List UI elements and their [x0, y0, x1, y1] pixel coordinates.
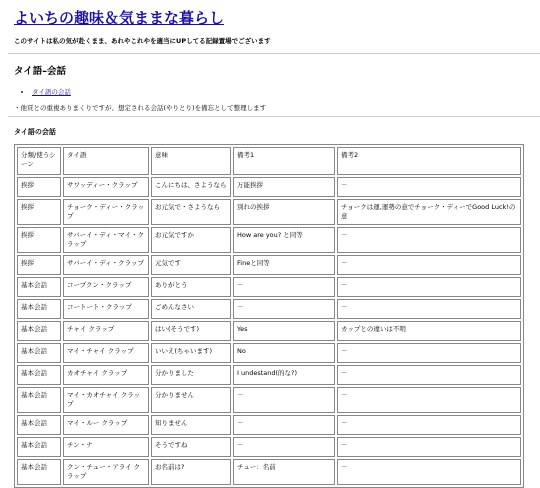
cell-thai: コープクン・クラップ: [63, 277, 149, 297]
column-header-thai: タイ語: [63, 147, 149, 175]
cell-thai: カオチャイ クラップ: [63, 365, 149, 385]
cell-note2: －: [337, 387, 521, 413]
table-row: [17, 199, 521, 225]
cell-note2: －: [337, 277, 521, 297]
cell-meaning: 分かりません: [151, 387, 231, 413]
cell-meaning: お元気ですか: [151, 227, 231, 253]
cell-thai: マイ・ルー クラップ: [63, 415, 149, 435]
cell-note2: －: [337, 415, 521, 435]
section-title: タイ語の会話: [14, 128, 56, 136]
cell-category: 基本会話: [17, 365, 61, 385]
column-header-meaning: 意味: [151, 147, 231, 175]
cell-category: 挨拶: [17, 199, 61, 225]
table-row: [17, 459, 521, 485]
table-row: [17, 299, 521, 319]
site-title-link[interactable]: よいちの趣味＆気ままな暮らし: [14, 9, 225, 27]
cell-note1: －: [233, 387, 335, 413]
cell-note1: －: [233, 415, 335, 435]
page-title: タイ語–会話: [14, 66, 67, 77]
cell-meaning: ごめんなさい: [151, 299, 231, 319]
cell-note1: －: [233, 299, 335, 319]
cell-thai: チン・ナ: [63, 437, 149, 457]
table-row: [17, 227, 521, 253]
cell-category: 基本会話: [17, 277, 61, 297]
conversation-table: [14, 144, 524, 488]
cell-category: 挨拶: [17, 177, 61, 197]
cell-category: 基本会話: [17, 437, 61, 457]
cell-note2: －: [337, 343, 521, 363]
cell-thai: コートート・クラップ: [63, 299, 149, 319]
cell-note1: チュー：名前: [233, 459, 335, 485]
cell-note1: Fineと同等: [233, 255, 335, 275]
cell-meaning: お名前は?: [151, 459, 231, 485]
cell-note1: How are you? と同等: [233, 227, 335, 253]
cell-meaning: こんにちは、さようなら: [151, 177, 231, 197]
table-row: [17, 437, 521, 457]
cell-category: 基本会話: [17, 299, 61, 319]
cell-note2: カップとの違いは不明: [337, 321, 521, 341]
cell-category: 挨拶: [17, 255, 61, 275]
cell-thai: チャイ クラップ: [63, 321, 149, 341]
cell-note2: －: [337, 227, 521, 253]
cell-note1: －: [233, 277, 335, 297]
cell-note2: －: [337, 255, 521, 275]
table-row: [17, 177, 521, 197]
column-header-category: 分類/使うシーン: [17, 147, 61, 175]
cell-note2: －: [337, 299, 521, 319]
cell-category: 挨拶: [17, 227, 61, 253]
toc-link-thai-conversation[interactable]: タイ語の会話: [32, 88, 71, 96]
cell-category: 基本会話: [17, 321, 61, 341]
toc-item: [32, 87, 540, 96]
cell-thai: マイ・カオチャイ クラップ: [63, 387, 149, 413]
cell-thai: クン・チュー・アライ クラップ: [63, 459, 149, 485]
cell-meaning: 元気です: [151, 255, 231, 275]
table-row: [17, 255, 521, 275]
cell-meaning: ありがとう: [151, 277, 231, 297]
table-row: [17, 321, 521, 341]
cell-note1: No: [233, 343, 335, 363]
table-row: [17, 387, 521, 413]
cell-thai: チョーク・ディー・クラップ: [63, 199, 149, 225]
cell-meaning: お元気で・さようなら: [151, 199, 231, 225]
cell-note2: －: [337, 365, 521, 385]
cell-note2: －: [337, 459, 521, 485]
table-row: [17, 277, 521, 297]
cell-note1: I undestand(的な?): [233, 365, 335, 385]
cell-note2: －: [337, 177, 521, 197]
cell-thai: サワッディー・クラップ: [63, 177, 149, 197]
cell-meaning: はい(そうです): [151, 321, 231, 341]
table-row: [17, 365, 521, 385]
cell-category: 基本会話: [17, 387, 61, 413]
cell-thai: マイ・チャイ クラップ: [63, 343, 149, 363]
cell-note1: Yes: [233, 321, 335, 341]
divider: [8, 53, 540, 54]
cell-note2: チョークは運,運勢の意でチョーク・ディーでGood Luck!の意: [337, 199, 521, 225]
page-note: ・他頁との重複ありまくりですが、想定される会話(やりとり)を備忘として整理します: [14, 104, 267, 112]
table-row: [17, 343, 521, 363]
table-row: [17, 415, 521, 435]
column-header-note1: 備考1: [233, 147, 335, 175]
cell-note1: －: [233, 437, 335, 457]
cell-thai: サバーイ・ディ・マイ・クラップ: [63, 227, 149, 253]
cell-note2: －: [337, 437, 521, 457]
cell-meaning: そうですね: [151, 437, 231, 457]
table-of-contents: [8, 87, 540, 96]
cell-category: 基本会話: [17, 343, 61, 363]
column-header-note2: 備考2: [337, 147, 521, 175]
cell-note1: 別れの挨拶: [233, 199, 335, 225]
table-header-row: [17, 147, 521, 175]
divider: [8, 116, 540, 117]
cell-thai: サバーイ・ディ・クラップ: [63, 255, 149, 275]
cell-meaning: 知りません: [151, 415, 231, 435]
site-description: このサイトは私の気が赴くまま、あれやこれやを適当にUPしてる記録置場でございます: [14, 37, 271, 45]
cell-category: 基本会話: [17, 415, 61, 435]
table-body: [17, 177, 521, 485]
cell-note1: 万能挨拶: [233, 177, 335, 197]
cell-meaning: いいえ(ちゃいます): [151, 343, 231, 363]
cell-category: 基本会話: [17, 459, 61, 485]
cell-meaning: 分かりました: [151, 365, 231, 385]
